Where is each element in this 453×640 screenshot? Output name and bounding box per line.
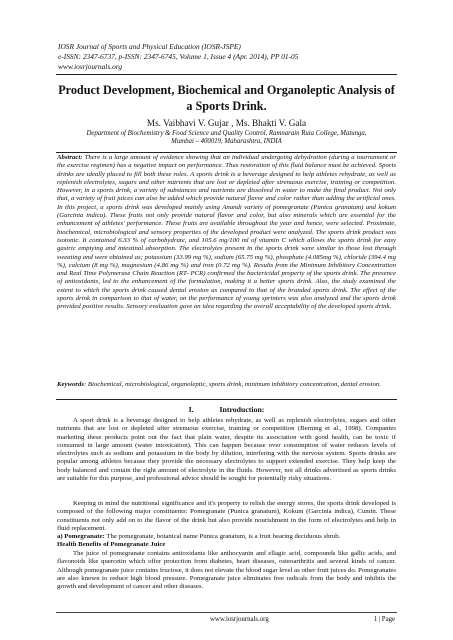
affiliation-line-1: Department of Biochemistry & Food Science and Quality Control, Ramnarain Ruia College, Matunga,: [86, 130, 367, 137]
journal-issn: e-ISSN: 2347-6737, p-ISSN: 2347-6745, Volume 1, Issue 4 (Apr. 2014), PP 01-05: [58, 52, 299, 61]
intro-paragraph-2: Keeping in mind the nutritional significance and it's property to relish the energy stores, the sports drink developed is composed of the following major constituents: Pomegranate (Punica granatum), Kokum (Garcinia indica), Cumin. These constituents not only add on to the flavor of the drink but also provide nourishment in the form of electrolytes and help in fluid replacement.: [57, 500, 396, 532]
section-heading-introduction: [0, 405, 453, 414]
paper-title: Product Development, Biochemical and Organoleptic Analysis of a Sports Drink.: [58, 83, 395, 113]
abstract-bottom-divider: [56, 399, 397, 400]
health-benefits-heading: Health Benefits of Pomegranate Juice: [57, 541, 166, 548]
abstract-text: There is a large amount of evidence showing that an individual undergoing dehydration (during a tournament or the exercise regimen) has a negative impact on performance. Thus restoration of this fluid balance must be achieved. Sports drinks are ideally placed to fill both these roles. A sports drink is a beverage designed to help athletes rehydrate, as well as replenish electrolytes, sugars and other nutrients that are lost or depleted after strenuous exercise, training or competition. However, in a sports drink, a variety of substances and nutrients are dissolved in water to make the final product. Not only that, a variety of fruit juices can also be added which provide natural flavor and color rather than adding the artificial ones. In this project, a sports drink was developed mainly using Anandi variety of pomegranate (Punica granatum) and kokum (Garcinia indica). These fruits not only provide natural flavor and color, but also minerals which are essential for the enhancement of athletes' performance. These fruits are available throughout the year and hence, were selected. Proximate, biochemical, microbiological and sensory properties of the developed product were analyzed. The sports drink product was isotonic. It contained 6.33 % of carbohydrate, and 105.6 mg/100 ml of vitamin C which allows the sports drink for easy gastric emptying and intestinal absorption. The electrolytes present in the sports drink were similar to those lost through sweating and were obtained as; potassium (33.99 mg %), sodium (65.75 mg %), phosphate (4.085mg %), chloride (394.4 mg %), calcium (8 mg %), magnesium (4.86 mg %) and iron (0.72 mg %). Results from the Minimum Inhibitory Concentration and Real Time Polymerase Chain Reaction (RT- PCR) confirmed the bactericidal property of the sports drink. The presence of antioxidants, led to the enhancement of the formulation, making it a better sports drink. Also, the study examined the extent to which the sports drink caused dental erosion as compared to that of the branded sports drink. The effect of the sports drink in comparison to that of water, on the performance of young sprinters was also analyzed and the sports drink provided positive results. Sensory evaluation gave an idea regarding the overall acceptability of the developed sports drink.: [57, 154, 397, 311]
abstract-top-divider: [56, 152, 397, 153]
intro-paragraph-1: A sport drink is a beverage designed to help athletes rehydrate, as well as replenish electrolytes, sugars and other nutrients that are lost or depleted after strenuous exercise, training or competition (Berning et al., 1998). Companies marketing these products point out the fact that plain water, despite its association with good health, can be toxic if consumed in large amount (water intoxication). This can happen because over consumption of water reduces levels of electrolytes such as sodium and potassium in the body by dilution, interfering with the nervous system. Sports drinks are popular among athletes because they provide the necessary electrolytes to support extended exercise. They help keep the body balanced and contain the right amount of electrolyte in the fluids. However, not all drinks advertised as sports drinks are suitable for this purpose, and professional advice should be sought for potentially risky situations.: [57, 417, 396, 483]
keywords: [57, 381, 396, 389]
affiliation-line-2: Mumbai – 400019, Maharashtra, INDIA: [171, 138, 282, 146]
section-number: I.: [188, 405, 194, 414]
footer-page-number: 1 | Page: [373, 616, 395, 623]
abstract-label: Abstract:: [57, 154, 83, 161]
pomegranate-label: a) Pomegranate:: [57, 533, 105, 540]
abstract: [57, 154, 396, 312]
keywords-label: Keywords: [57, 381, 84, 388]
journal-name: IOSR Journal of Sports and Physical Education (IOSR-JSPE): [58, 42, 241, 51]
keywords-text: : Biochemical, microbiological, organoleptic, sports drink, minimum inhibitory concentration, dental erosion.: [84, 381, 381, 388]
pomegranate-text: The pomegranate, botanical name Punica granatum, is a fruit bearing deciduous shrub.: [104, 533, 341, 540]
health-benefits-paragraph: The juice of pomegranate contains antioxidants like anthocyanin and ellagic acid, compounds like gallic acids, and flavonoids like quercetin which offer protection from diabetes, heart diseases, osteoarthritis and several kinds of cancer. Although pomegranate juice contains fructose, it does not elevate the blood sugar level as other fruit juices do. Pomegranates are also known to reduce high blood pressure. Pomegranate juice eliminates free radicals from the body and inhibits the growth and development of cancer and other diseases.: [57, 550, 396, 591]
header-divider: [56, 74, 397, 75]
journal-website: www.iosrjournals.org: [58, 62, 123, 71]
author-affiliation: [56, 130, 397, 147]
footer-website: www.iosrjournals.org: [210, 616, 269, 623]
footer-divider: [56, 612, 397, 613]
paper-authors: Ms. Vaibhavi V. Gujar , Ms. Bhakti V. Gala: [146, 118, 307, 128]
journal-header: [58, 42, 298, 72]
section-title: Introduction:: [219, 405, 265, 414]
